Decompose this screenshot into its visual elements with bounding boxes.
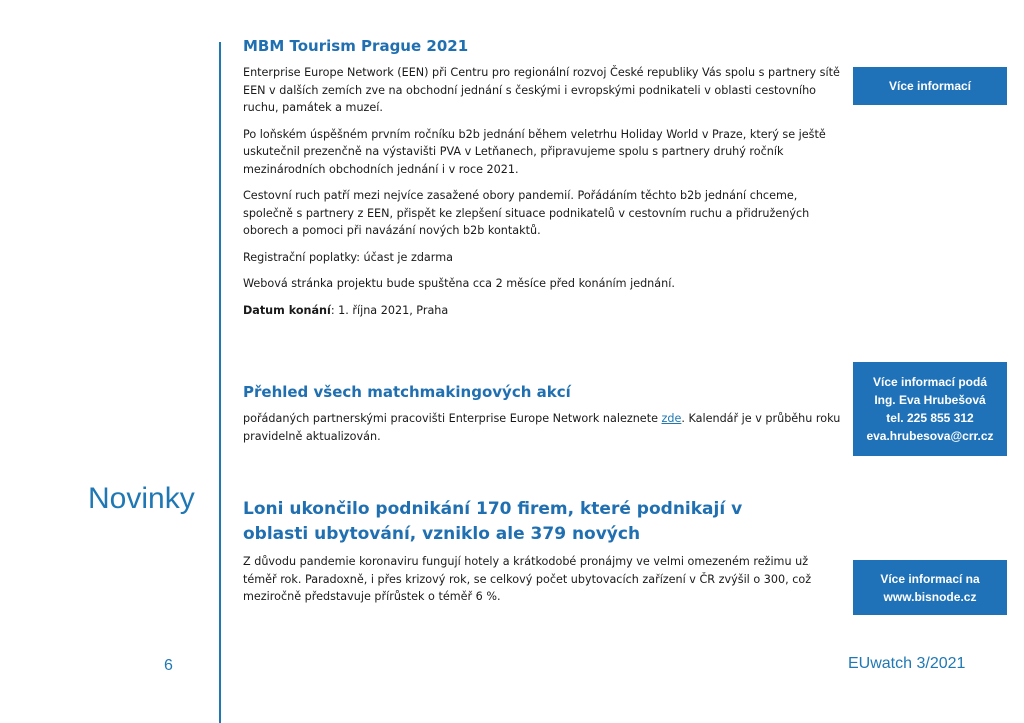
contact-email[interactable]: eva.hrubesova@crr.cz: [866, 429, 994, 443]
article-paragraph: Enterprise Europe Network (EEN) při Centru pro regionální rozvoj České republiky Vás spolu s partnery sítě EEN v dalších zemích zve na obchodní jednání s českými i evropskými podnikateli v oblasti cestovního ruchu, památek a muzeí.: [243, 66, 840, 114]
article-paragraph: Po loňském úspěšném prvním ročníku b2b jednání během veletrhu Holiday World v Praze, který se ještě uskutečnil prezenčně na výstavišti PVA v Letňanech, připravujeme spolu s partnery druhý ročník mezinárodních obchodních jednání i v roce 2021.: [243, 127, 826, 176]
article-title: Přehled všech matchmakingových akcí: [243, 383, 571, 401]
article-paragraph: Cestovní ruch patří mezi nejvíce zasažené obory pandemií. Pořádáním těchto b2b jednání chceme, společně s partnery z EEN, přispět ke zlepšení situace podnikatelů v cestovním ruchu a přidružených oborech a pomoci při navázání nových b2b kontaktů.: [243, 189, 810, 237]
article-mbm-tourism: [243, 36, 843, 328]
event-date-value: : 1. října 2021, Praha: [330, 303, 449, 317]
article-paragraph: Z důvodu pandemie koronaviru fungují hotely a krátkodobé pronájmy ve velmi omezeném režimu už téměř rok. Paradoxně, i přes krizový rok, se celkový počet ubytovacích zařízení v ČR zvýšil o 300, což meziročně představuje přírůstek o téměř 6 %.: [243, 555, 812, 603]
article-paragraph: [243, 410, 843, 445]
article-title: MBM Tourism Prague 2021: [243, 37, 469, 55]
article-matchmaking-overview: [243, 382, 843, 454]
contact-heading: Více informací podá: [872, 375, 988, 389]
website-note-text: Webová stránka projektu bude spuštěna cca 2 měsíce před konáním jednání.: [243, 277, 675, 290]
contact-info-box: [853, 362, 1007, 456]
contact-phone: tel. 225 855 312: [886, 411, 974, 425]
event-date-label: Datum konání: [243, 303, 331, 317]
vertical-divider-line: [219, 42, 221, 723]
paragraph-text: pořádaných partnerskými pracovišti Enterprise Europe Network naleznete: [243, 412, 662, 425]
page-number: 6: [164, 657, 173, 674]
bisnode-button-line1: Více informací na: [880, 571, 980, 586]
article-title: Loni ukončilo podnikání 170 firem, které podnikají v oblasti ubytování, vzniklo ale 379 nových: [243, 499, 743, 544]
section-label: Novinky: [88, 482, 195, 515]
contact-name: Ing. Eva Hrubešová: [874, 393, 986, 407]
event-date: [243, 302, 843, 320]
bisnode-link-button[interactable]: [853, 560, 1007, 615]
article-accommodation-businesses: [243, 497, 812, 615]
registration-fee-text: Registrační poplatky: účast je zdarma: [243, 250, 453, 264]
more-info-button-label: Více informací: [888, 79, 972, 93]
more-info-button[interactable]: [853, 67, 1007, 105]
issue-label: EUwatch 3/2021: [848, 655, 966, 672]
paragraph-text: . Kalendář je v průběhu roku pravidelně aktualizován.: [243, 412, 841, 443]
bisnode-button-line2: www.bisnode.cz: [883, 589, 977, 604]
calendar-link[interactable]: zde: [661, 412, 682, 425]
